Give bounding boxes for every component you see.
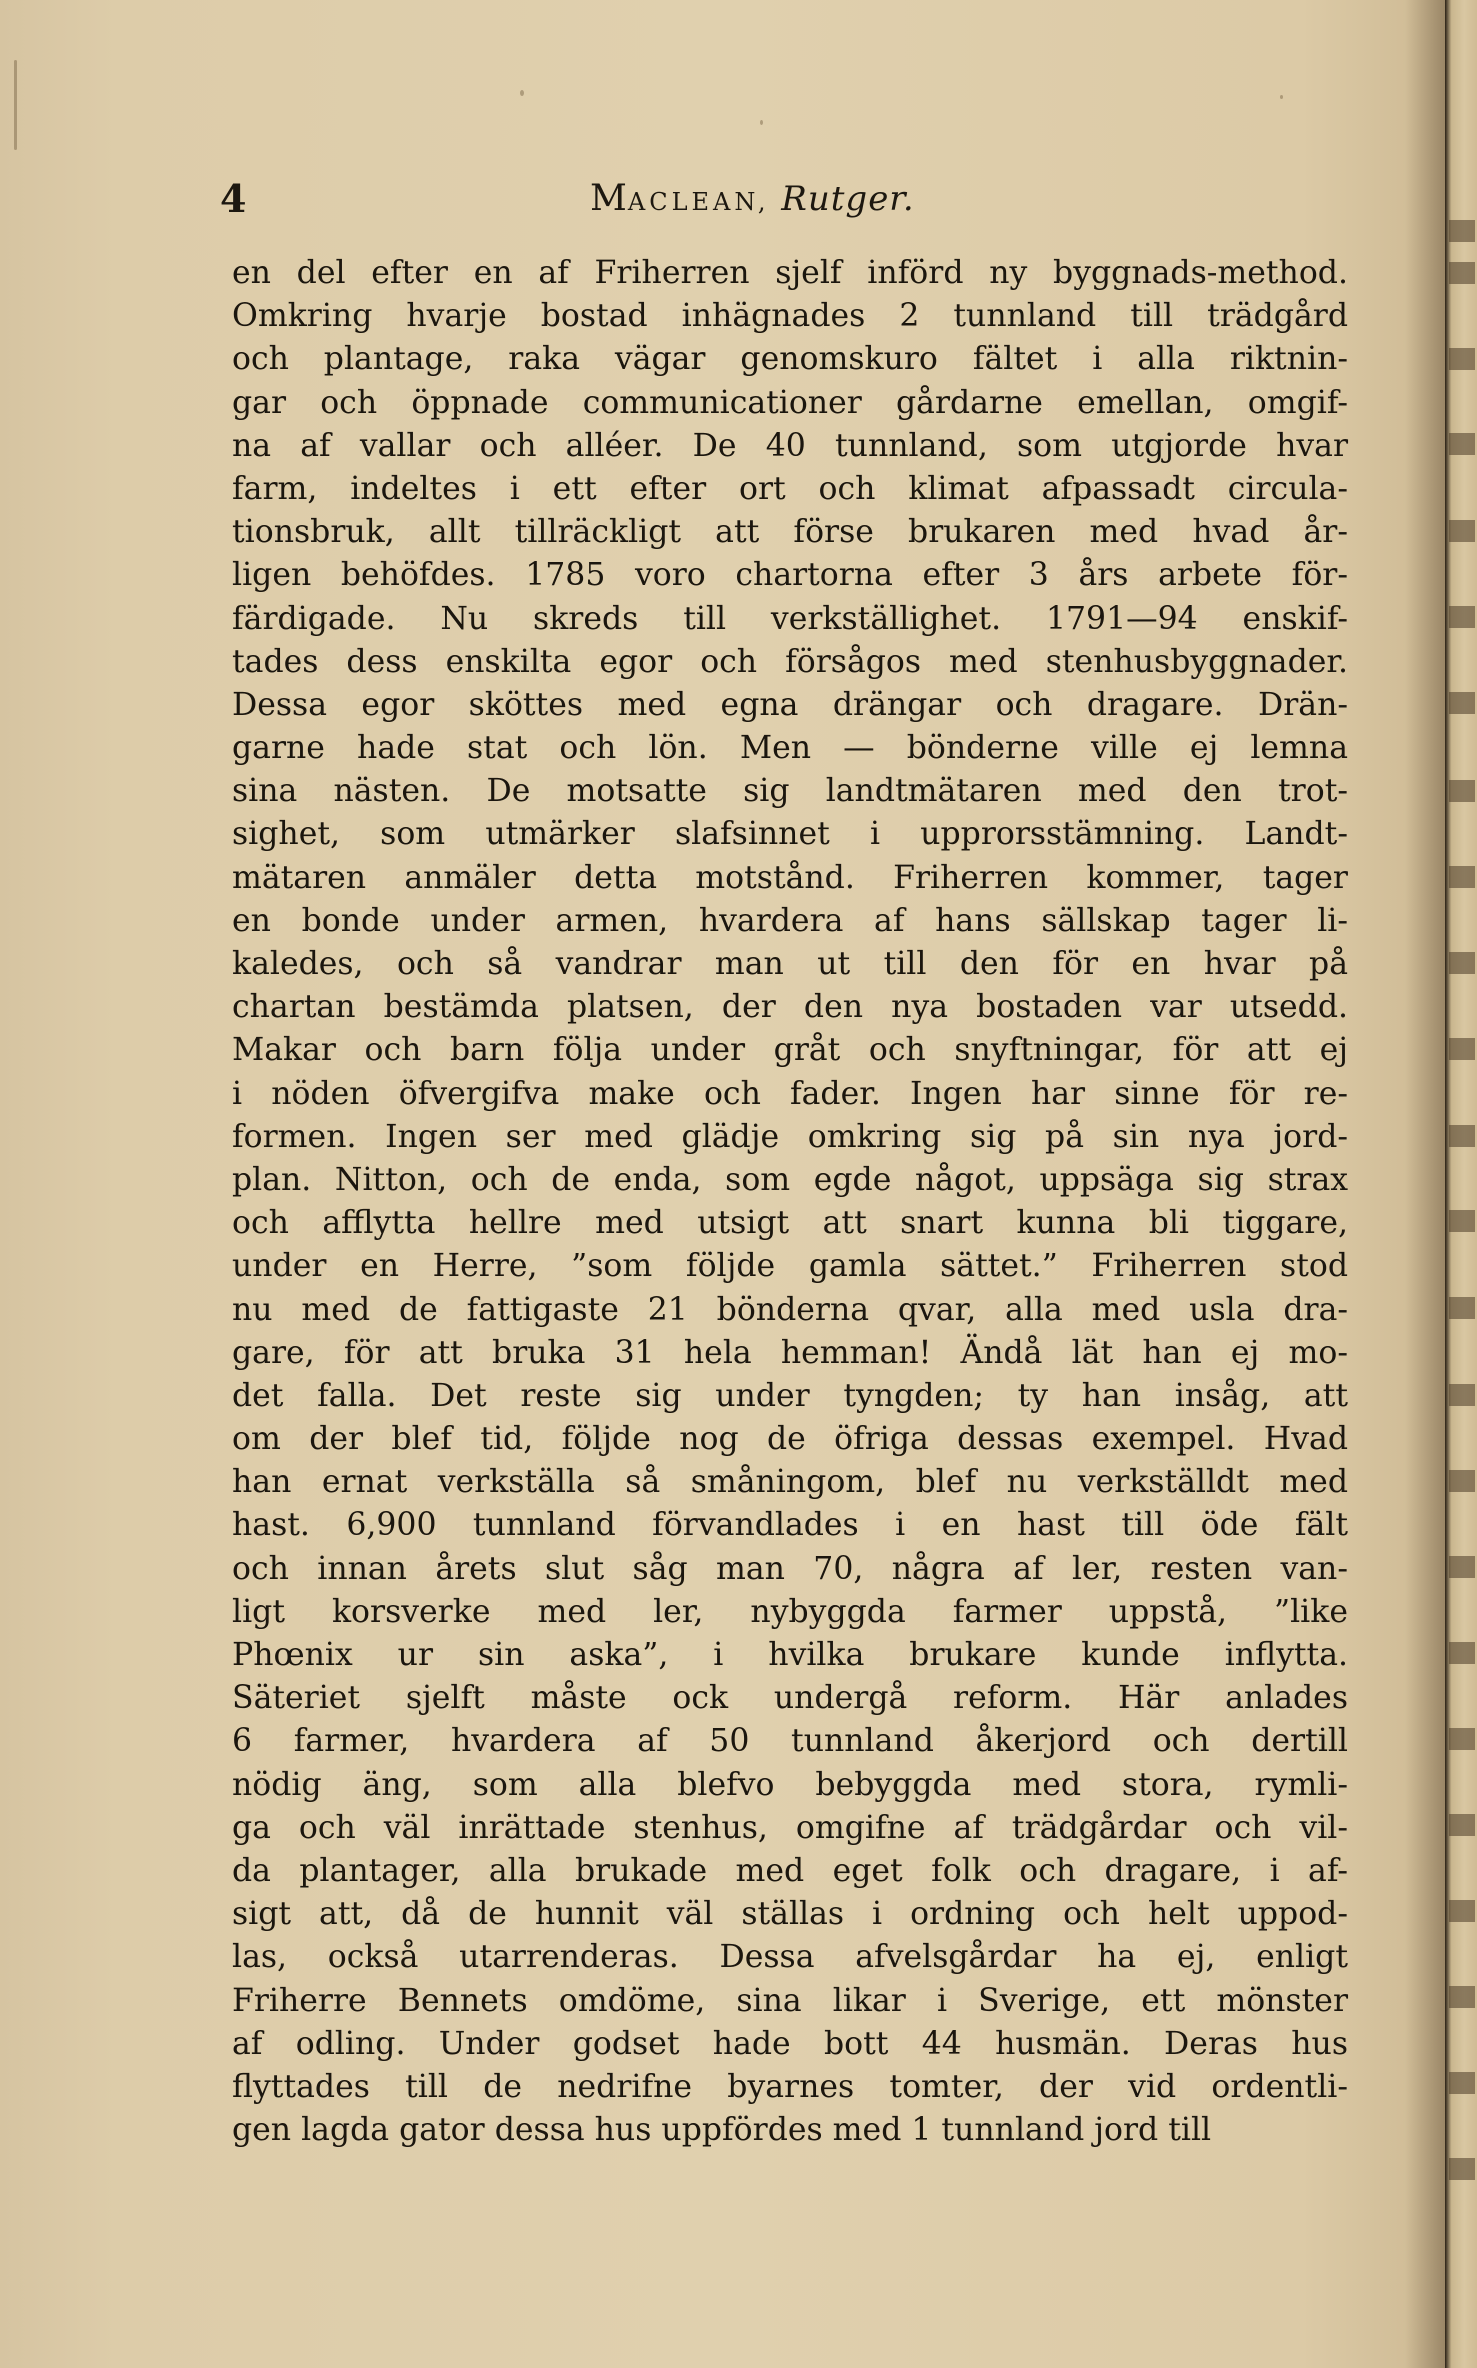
paper-crease: [14, 60, 17, 150]
text-line: gar och öppnade communicationer gårdarne emellan, omgif-: [232, 384, 1348, 421]
adjacent-text-fragment: [1449, 1297, 1475, 1319]
text-line: Säteriet sjelft måste ock undergå reform. Här anlades: [232, 1680, 1348, 1717]
adjacent-text-fragment: [1449, 952, 1475, 974]
text-line: under en Herre, ”som följde gamla sättet.” Friherren stod: [232, 1248, 1348, 1285]
adjacent-text-fragment: [1449, 433, 1475, 455]
running-head-initial: M: [590, 178, 628, 219]
adjacent-text-fragment: [1449, 606, 1475, 628]
text-line: garne hade stat och lön. Men — bönderne ville ej lemna: [232, 730, 1348, 767]
adjacent-text-fragment: [1449, 2158, 1475, 2180]
text-line: Phœnix ur sin aska”, i hvilka brukare kunde inflytta.: [232, 1637, 1348, 1673]
adjacent-page-edge: [1445, 0, 1477, 2368]
text-line: kaledes, och så vandrar man ut till den för en hvar på: [232, 946, 1348, 982]
text-line: flyttades till de nedrifne byarnes tomter, der vid ordentli-: [232, 2068, 1348, 2105]
text-line: 6 farmer, hvardera af 50 tunnland åkerjord och dertill: [232, 1723, 1348, 1760]
adjacent-text-fragment: [1449, 1900, 1475, 1922]
adjacent-text-fragment: [1449, 1038, 1475, 1060]
adjacent-text-fragment: [1449, 1556, 1475, 1578]
text-line: Dessa egor sköttes med egna drängar och dragare. Drän-: [232, 686, 1348, 723]
text-line: i nöden öfvergifva make och fader. Ingen har sinne för re-: [232, 1075, 1348, 1112]
running-head-surname: ACLEAN,: [627, 188, 770, 216]
text-line: och afflytta hellre med utsigt att snart kunna bli tiggare,: [232, 1205, 1348, 1242]
text-line: nödig äng, som alla blefvo bebyggda med stora, rymli-: [232, 1766, 1348, 1803]
text-line: och plantage, raka vägar genomskuro fältet i alla riktnin-: [232, 341, 1348, 378]
adjacent-text-fragment: [1449, 1470, 1475, 1492]
page-header: [220, 170, 980, 230]
text-line: mätaren anmäler detta motstånd. Friherren kommer, tager: [232, 859, 1348, 896]
running-head-given-name: Rutger.: [781, 179, 915, 219]
text-line: las, också utarrenderas. Dessa afvelsgårdar ha ej, enligt: [232, 1939, 1348, 1976]
adjacent-text-fragment: [1449, 1642, 1475, 1664]
adjacent-text-fragment: [1449, 1210, 1475, 1232]
body-text: [232, 252, 1348, 2152]
text-line: sighet, som utmärker slafsinnet i upprorsstämning. Landt-: [232, 816, 1348, 853]
text-line: gen lagda gator dessa hus uppfördes med 1 tunnland jord till: [232, 2112, 1212, 2149]
text-line: tionsbruk, allt tillräckligt att förse brukaren med hvad år-: [232, 514, 1348, 551]
text-line: och innan årets slut såg man 70, några af ler, resten van-: [232, 1550, 1348, 1587]
adjacent-text-fragment: [1449, 1125, 1475, 1147]
paper-speck: [1280, 95, 1283, 99]
text-line: ga och väl inrättade stenhus, omgifne af trädgårdar och vil-: [232, 1809, 1348, 1846]
adjacent-text-fragment: [1449, 348, 1475, 370]
text-line: plan. Nitton, och de enda, som egde något, uppsäga sig strax: [232, 1161, 1348, 1198]
adjacent-text-fragment: [1449, 1986, 1475, 2008]
text-line: Omkring hvarje bostad inhägnades 2 tunnland till trädgård: [232, 298, 1348, 335]
adjacent-text-fragment: [1449, 692, 1475, 714]
page-gutter-shadow: [1405, 0, 1445, 2368]
adjacent-text-fragment: [1449, 262, 1475, 284]
text-line: han ernat verkställa så småningom, blef nu verkställdt med: [232, 1464, 1348, 1501]
text-line: af odling. Under godset hade bott 44 husmän. Deras hus: [232, 2025, 1348, 2062]
running-head: [590, 178, 915, 219]
text-line: hast. 6,900 tunnland förvandlades i en hast till öde fält: [232, 1507, 1348, 1544]
adjacent-text-fragment: [1449, 1814, 1475, 1836]
text-line: nu med de fattigaste 21 bönderna qvar, alla med usla dra-: [232, 1291, 1348, 1328]
text-line: ligt korsverke med ler, nybyggda farmer uppstå, ”like: [232, 1593, 1348, 1630]
text-line: det falla. Det reste sig under tyngden; ty han insåg, att: [232, 1377, 1348, 1414]
text-line: Makar och barn följa under gråt och snyftningar, för att ej: [232, 1032, 1348, 1069]
paper-speck: [520, 90, 524, 96]
text-line: na af vallar och alléer. De 40 tunnland, som utgjorde hvar: [232, 427, 1348, 464]
paper-speck: [760, 120, 763, 125]
adjacent-text-fragment: [1449, 780, 1475, 802]
text-line: sina nästen. De motsatte sig landtmätaren med den trot-: [232, 773, 1348, 810]
text-line: om der blef tid, följde nog de öfriga dessas exempel. Hvad: [232, 1421, 1348, 1458]
text-line: sigt att, då de hunnit väl ställas i ordning och helt uppod-: [232, 1896, 1348, 1933]
adjacent-text-fragment: [1449, 2072, 1475, 2094]
text-line: Friherre Bennets omdöme, sina likar i Sverige, ett mönster: [232, 1982, 1348, 2019]
adjacent-text-fragment: [1449, 1384, 1475, 1406]
adjacent-text-fragment: [1449, 866, 1475, 888]
page-number: 4: [220, 176, 247, 221]
adjacent-text-fragment: [1449, 220, 1475, 242]
text-line: en bonde under armen, hvardera af hans sällskap tager li-: [232, 902, 1348, 939]
text-line: da plantager, alla brukade med eget folk och dragare, i af-: [232, 1852, 1348, 1889]
adjacent-text-fragment: [1449, 1728, 1475, 1750]
text-line: tades dess enskilta egor och försågos med stenhusbyggnader.: [232, 643, 1348, 680]
text-line: gare, för att bruka 31 hela hemman! Ändå lät han ej mo-: [232, 1334, 1348, 1371]
text-line: formen. Ingen ser med glädje omkring sig på sin nya jord-: [232, 1118, 1348, 1155]
text-line: en del efter en af Friherren sjelf införd ny byggnads-method.: [232, 255, 1348, 291]
text-line: ligen behöfdes. 1785 voro chartorna efter 3 års arbete för-: [232, 557, 1348, 594]
text-line: farm, indeltes i ett efter ort och klimat afpassadt circula-: [232, 470, 1348, 507]
text-line: färdigade. Nu skreds till verkställighet. 1791—94 enskif-: [232, 600, 1348, 637]
adjacent-text-fragment: [1449, 520, 1475, 542]
text-line: chartan bestämda platsen, der den nya bostaden var utsedd.: [232, 989, 1348, 1026]
